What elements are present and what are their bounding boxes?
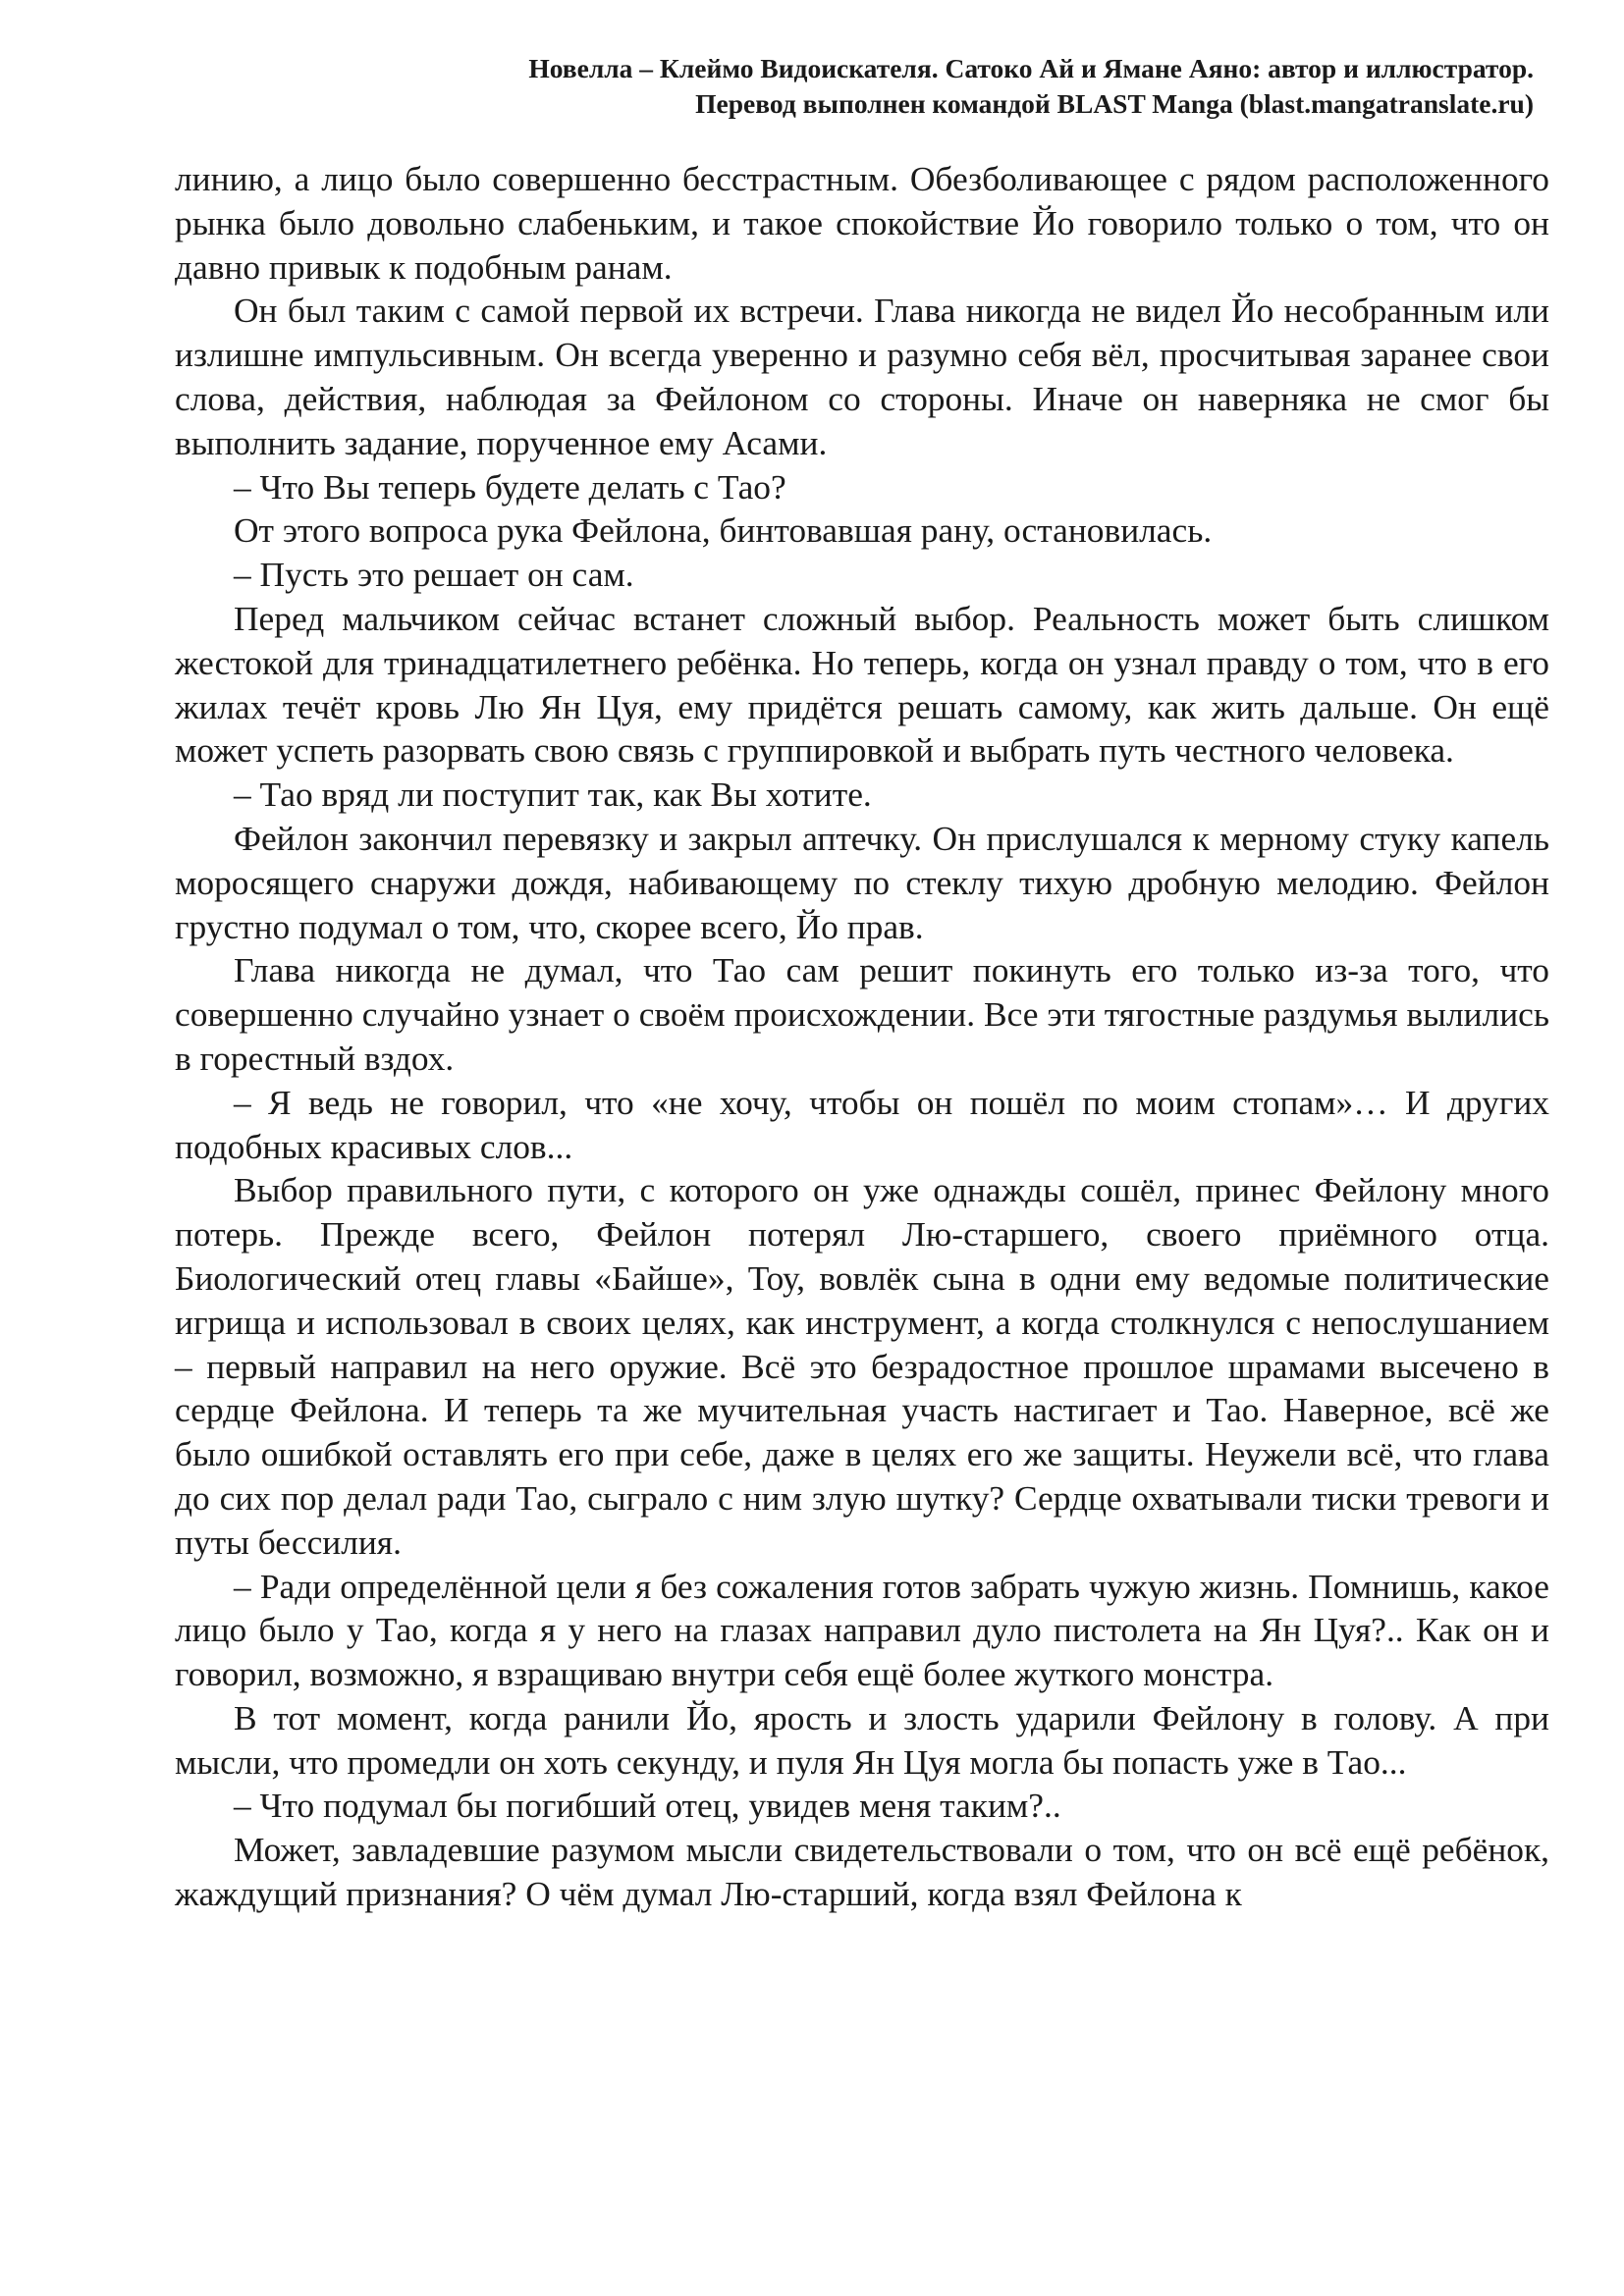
paragraph: Глава никогда не думал, что Тао сам решит покинуть его только из-за того, что совершенно случайно узнает о своём происхождении. Все эти тягостные раздумья вылились в горестный вздох. [175,950,1549,1078]
paragraph: От этого вопроса рука Фейлона, бинтовавшая рану, остановилась. [234,510,1213,551]
paragraph: Перед мальчиком сейчас встанет сложный выбор. Реальность может быть слишком жестокой для тринадцатилетнего ребёнка. Но теперь, когда он узнал правду о том, что в его жилах течёт кровь Лю Ян Цуя, ему придётся решать самому, как жить дальше. Он ещё может успеть разорвать свою связь с группировкой и выбрать путь честного человека. [175,598,1549,771]
dialogue-line: – Ради определённой цели я без сожаления готов забрать чужую жизнь. Помнишь, какое лицо было у Тао, когда я у него на глазах направил дуло пистолета на Ян Цуя?.. Как он и говорил, возможно, я взращиваю внутри себя ещё более жуткого монстра. [175,1566,1549,1694]
dialogue-line: – Тао вряд ли поступит так, как Вы хотите. [234,774,872,815]
dialogue-line: – Что Вы теперь будете делать с Тао? [234,466,786,507]
paragraph: Фейлон закончил перевязку и закрыл аптечку. Он прислушался к мерному стуку капель моросящего снаружи дождя, набивающему по стеклу тихую дробную мелодию. Фейлон грустно подумал о том, что, скорее всего, Йо прав. [175,818,1549,946]
paragraph: линию, а лицо было совершенно бесстрастным. Обезболивающее с рядом расположенного рынка было довольно слабеньким, и такое спокойствие Йо говорило только о том, что он давно привык к подобным ранам. [175,159,1549,287]
paragraph: Выбор правильного пути, с которого он уже однажды сошёл, принес Фейлону много потерь. Прежде всего, Фейлон потерял Лю-старшего, своего приёмного отца. Биологический отец главы «Байше», Тоу, вовлёк сына в одни ему ведомые политические игрища и использовал в своих целях, как инструмент, а когда столкнулся с непослушанием – первый направил на него оружие. Всё это безрадостное прошлое шрамами высечено в сердце Фейлона. И теперь та же мучительная участь настигает и Тао. Наверное, всё же было ошибкой оставлять его при себе, даже в целях его же защиты. Неужели всё, что глава до сих пор делал ради Тао, сыграло с ним злую шутку? Сердце охватывали тиски тревоги и путы бессилия. [175,1170,1549,1562]
page-header [355,51,1534,122]
header-title-line: Новелла – Клеймо Видоискателя. Сатоко Ай и Ямане Аяно: автор и иллюстратор. [528,53,1534,83]
paragraph: Может, завладевшие разумом мысли свидетельствовали о том, что он всё ещё ребёнок, жаждущий признания? О чём думал Лю-старший, когда взял Фейлона к [175,1830,1549,1914]
paragraph: В тот момент, когда ранили Йо, ярость и злость ударили Фейлону в голову. А при мысли, что промедли он хоть секунду, и пуля Ян Цуя могла бы попасть уже в Тао... [175,1697,1549,1782]
header-credits-line: Перевод выполнен командой BLAST Manga (blast.mangatranslate.ru) [695,88,1534,119]
dialogue-line: – Пусть это решает он сам. [234,555,634,595]
paragraph: Он был таким с самой первой их встречи. Глава никогда не видел Йо несобранным или излишне импульсивным. Он всегда уверенно и разумно себя вёл, просчитывая заранее свои слова, действия, наблюдая за Фейлоном со стороны. Иначе он наверняка не смог бы выполнить задание, порученное ему Асами. [175,291,1549,462]
dialogue-line: – Я ведь не говорил, что «не хочу, чтобы он пошёл по моим стопам»… И других подобных красивых слов... [175,1082,1549,1166]
body-text [175,157,1549,1916]
dialogue-line: – Что подумал бы погибший отец, увидев меня таким?.. [234,1786,1061,1826]
